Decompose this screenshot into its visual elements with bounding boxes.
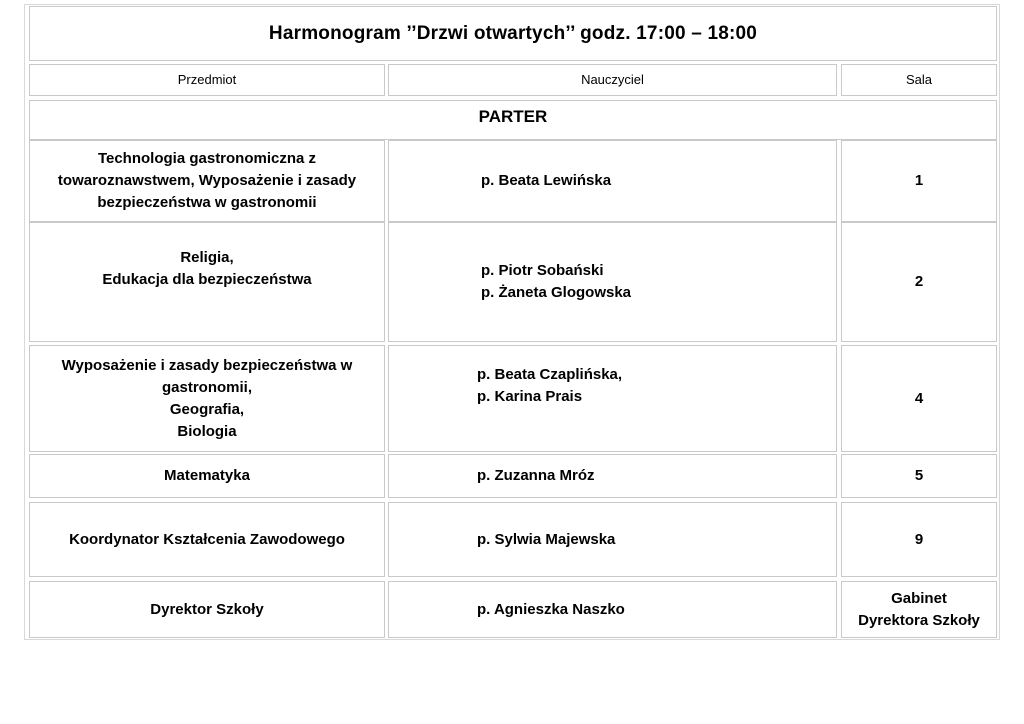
table-row-subject: Technologia gastronomiczna z towaroznawstwem, Wyposażenie i zasady bezpieczeństwa w gastronomii — [29, 140, 385, 222]
table-row-room: Gabinet Dyrektora Szkoły — [841, 581, 997, 638]
table-row-room: 4 — [841, 345, 997, 452]
column-header-teacher: Nauczyciel — [388, 64, 837, 96]
table-row-room: 9 — [841, 502, 997, 577]
table-row-subject: Koordynator Kształcenia Zawodowego — [29, 502, 385, 577]
section-heading: PARTER — [29, 100, 997, 140]
schedule-table — [24, 4, 1000, 640]
table-row-teacher: p. Zuzanna Mróz — [388, 454, 837, 498]
table-row-subject: Wyposażenie i zasady bezpieczeństwa w gastronomii, Geografia, Biologia — [29, 345, 385, 452]
table-row-room: 1 — [841, 140, 997, 222]
table-row-subject: Religia, Edukacja dla bezpieczeństwa — [29, 222, 385, 342]
table-row-teacher: p. Beata Czaplińska, p. Karina Prais — [388, 345, 837, 452]
column-header-subject: Przedmiot — [29, 64, 385, 96]
column-header-room: Sala — [841, 64, 997, 96]
table-row-subject: Matematyka — [29, 454, 385, 498]
table-row-teacher: p. Piotr Sobański p. Żaneta Glogowska — [388, 222, 837, 342]
table-row-room: 5 — [841, 454, 997, 498]
table-row-teacher: p. Sylwia Majewska — [388, 502, 837, 577]
page-title: Harmonogram ’’Drzwi otwartych’’ godz. 17:00 – 18:00 — [29, 6, 997, 61]
table-row-teacher: p. Beata Lewińska — [388, 140, 837, 222]
table-row-room: 2 — [841, 222, 997, 342]
table-row-teacher: p. Agnieszka Naszko — [388, 581, 837, 638]
table-row-subject: Dyrektor Szkoły — [29, 581, 385, 638]
